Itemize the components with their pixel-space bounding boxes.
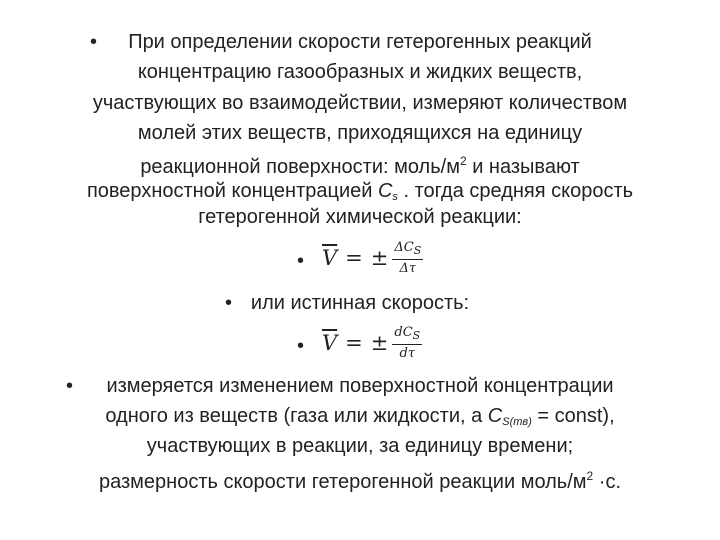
para1-line5-sup: 2 [459,154,467,168]
para1-line4: молей этих веществ, приходящихся на единицу [137,122,583,144]
bullet-3: • [66,375,74,397]
para1-line5 [0,148,720,180]
formula1-numerator [392,240,423,260]
para3-line2-tail: = const), [531,405,615,427]
para1-line2: концентрацию газообразных и жидких веществ, [137,61,583,83]
formula1-denominator: Δτ [399,261,417,276]
formula2-pm: ± [370,331,389,355]
cs-symbol: C [377,180,393,202]
para1-line5-tail: и называют [466,156,580,178]
para1-line7: гетерогенной химической реакции: [198,206,522,228]
cs-solid-symbol: C [487,405,503,427]
formula1-pm: ± [370,246,389,270]
formula-instant-rate [322,325,422,361]
para1-line6-tail: . тогда средняя скорость [397,180,634,202]
bullet-formula-2: • [297,335,305,357]
formula1-eq: = [345,246,363,270]
formula2-numerator [392,325,422,345]
para3-line1: измеряется изменением поверхностной концентрации [106,375,614,397]
formula1-fraction [392,240,423,276]
para3-line4-tail: ·с. [593,471,622,493]
para3-line3: участвующих в реакции, за единицу времени; [146,435,574,457]
para3-line2 [0,403,720,435]
para3-line4-text: размерность скорости гетерогенной реакции моль/м [98,471,587,493]
bullet-formula-1: • [297,250,305,272]
para1-line6-text: поверхностной концентрацией [86,180,378,202]
para3-line4 [0,463,720,495]
formula2-num-text: dC [394,325,413,340]
cs-solid-subscript: S(тв) [502,416,532,428]
formula1-lhs: $\overline{V}$ [322,246,338,270]
cs-subscript: s [392,191,398,203]
para1-line5-text: реакционной поверхности: моль/м [140,156,460,178]
formula2-fraction [392,325,422,361]
bullet-2: • [225,292,233,314]
para2-text: или истинная скорость: [250,292,470,314]
para1-line1: При определении скорости гетерогенных реакций [128,31,592,53]
formula1-num-sub: S [413,244,422,257]
formula2-eq: = [345,331,363,355]
formula2-num-sub: S [412,329,421,342]
para1-line3: участвующих во взаимодействии, измеряют количеством [92,92,628,114]
para3-line2-text: одного из веществ (газа или жидкости, а [105,405,488,427]
formula2-lhs: $\overline{V}$ [322,331,338,355]
formula-average-rate [322,240,423,276]
formula2-denominator: dτ [399,346,416,361]
formula1-num-text: ΔC [394,240,414,255]
bullet-1: • [90,31,98,53]
para3-line4-sup: 2 [586,469,594,483]
